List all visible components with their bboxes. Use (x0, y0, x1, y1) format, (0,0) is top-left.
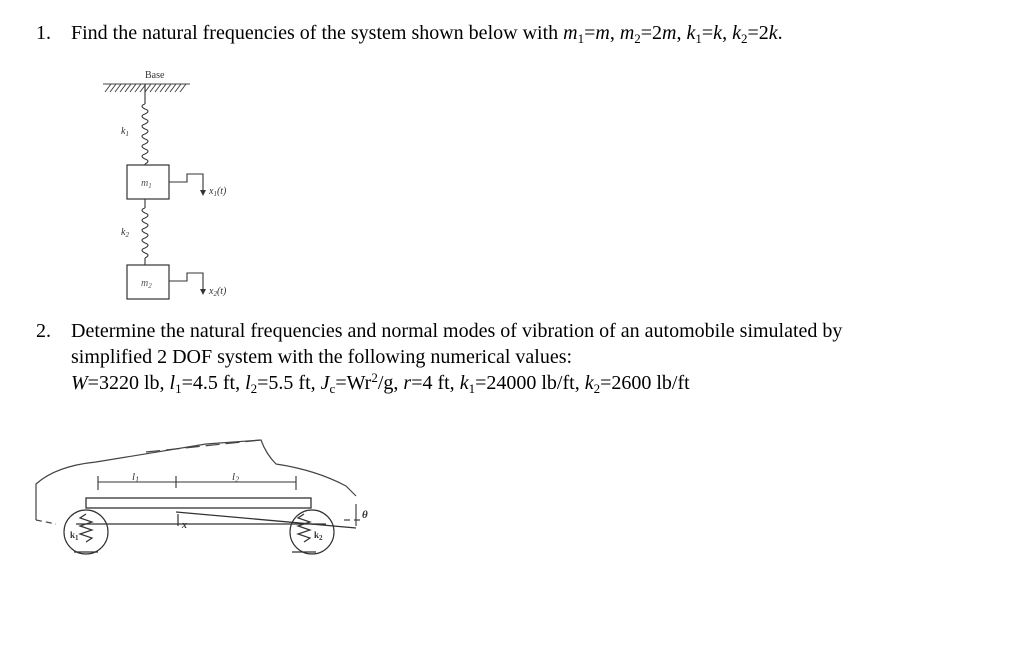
x1-label: $x_1(t)$ (209, 186, 227, 198)
problem-2-line-3: W=3220 lb, $l_1=4.5$ ft, $l_2=5.5$ ft, $J_c=Wr^2/g$, r=4 ft, $k_1=24000$ lb/ft, $k_2=2600$ lb/ft (71, 370, 690, 396)
problem-1-text: Find the natural frequencies of the system shown below with $m_1=m$, $m_2=2m$, $k_1=k$, $k_2=2k$. (71, 22, 783, 46)
automobile-2dof-figure (26, 424, 406, 574)
x2-arrowhead (200, 289, 206, 295)
front-k1-label: $k_1$ (70, 530, 79, 542)
problem-2 (36, 318, 843, 396)
chassis-beam (76, 498, 356, 528)
spring-k2 (142, 199, 148, 265)
x2-arrow (169, 273, 203, 291)
problem-2-number: 2. (36, 320, 51, 342)
theta-label: θ (362, 509, 368, 521)
l1-label: l1 (132, 471, 140, 484)
rear-wheel (290, 510, 334, 554)
x1-arrow (169, 174, 203, 192)
x-label: x (182, 520, 187, 531)
l2-label: l2 (232, 471, 240, 484)
base-label: Base (145, 70, 165, 81)
spring-k1 (142, 84, 148, 165)
problem-2-line-1: Determine the natural frequencies and normal modes of vibration of an automobile simulated by (71, 320, 843, 342)
base-hatch (103, 84, 190, 92)
m1-label: $m_1$ (141, 178, 152, 190)
problem-2-line-2: simplified 2 DOF system with the following numerical values: (71, 346, 573, 368)
k1-label: $k_1$ (121, 126, 129, 138)
problem-1 (36, 20, 783, 46)
x1-arrowhead (200, 190, 206, 196)
m2-label: $m_2$ (141, 278, 152, 290)
two-mass-spring-figure (95, 62, 275, 312)
rear-k2-label: $k_2$ (314, 530, 323, 542)
dimension-line (98, 476, 296, 490)
problem-1-number: 1. (36, 22, 51, 44)
k2-label: $k_2$ (121, 227, 129, 239)
problem-2-body (71, 318, 842, 396)
x2-label: $x_2(t)$ (209, 286, 227, 298)
